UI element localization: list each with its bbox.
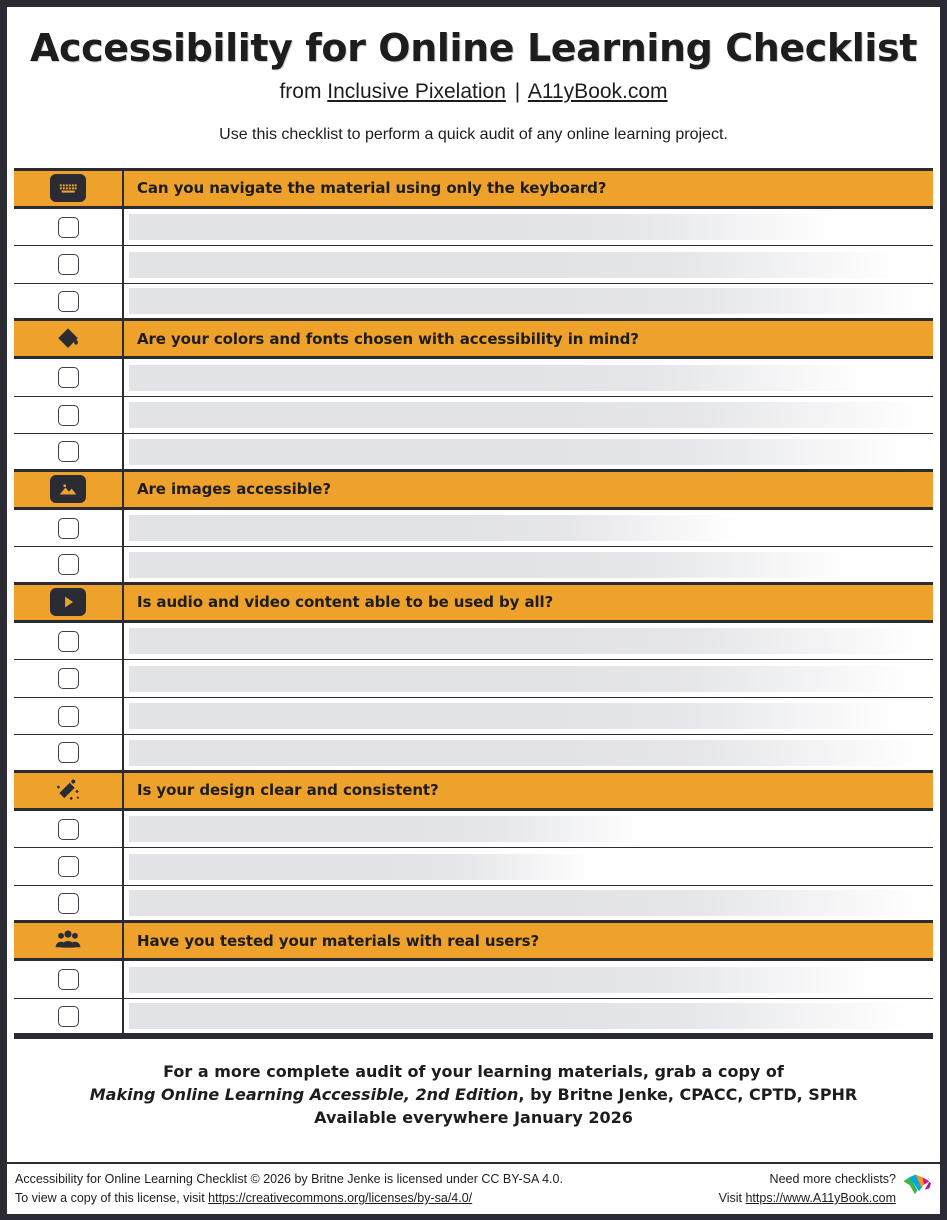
checklist-item-text-redacted — [129, 214, 837, 240]
section-header — [14, 321, 933, 359]
section-header — [14, 171, 933, 209]
checkbox-cell[interactable] — [14, 961, 124, 998]
checklist-row[interactable] — [14, 547, 933, 585]
checklist-item-text-redacted — [129, 740, 925, 766]
checklist-item-text-cell — [124, 735, 933, 770]
image-icon — [50, 475, 86, 503]
checklist-item-text-cell — [124, 623, 933, 660]
checklist-checkbox[interactable] — [58, 1006, 79, 1027]
checklist-checkbox[interactable] — [58, 893, 79, 914]
checklist-checkbox[interactable] — [58, 668, 79, 689]
checklist-item-text-cell — [124, 660, 933, 697]
checklists-promo — [719, 1170, 932, 1208]
checklist-row[interactable] — [14, 397, 933, 435]
checklists-promo-line-1: Need more checklists? — [769, 1172, 896, 1186]
paint-bucket-icon — [50, 324, 86, 354]
promo-line-1: For a more complete audit of your learning materials, grab a copy of — [163, 1062, 784, 1082]
checkbox-cell[interactable] — [14, 397, 124, 434]
license-line-2-prefix: To view a copy of this license, visit — [15, 1191, 209, 1205]
checklist-checkbox[interactable] — [58, 405, 79, 426]
checklist-row[interactable] — [14, 623, 933, 661]
play-button-icon — [50, 588, 86, 616]
checklist-table — [14, 168, 933, 1040]
checkbox-cell[interactable] — [14, 660, 124, 697]
promo-line-2 — [37, 1084, 910, 1107]
checkbox-cell[interactable] — [14, 698, 124, 735]
checklist-checkbox[interactable] — [58, 856, 79, 877]
section-label: Have you tested your materials with real users? — [137, 931, 540, 950]
checklist-item-text-cell — [124, 359, 933, 396]
checkbox-cell[interactable] — [14, 547, 124, 582]
section-label: Is your design clear and consistent? — [137, 781, 439, 800]
checklist-item-text-redacted — [129, 967, 877, 993]
a11ybook-logo-icon — [901, 1174, 932, 1205]
checklist-item-text-cell — [124, 434, 933, 469]
license-bar — [7, 1162, 940, 1214]
checklist-row[interactable] — [14, 961, 933, 999]
checklist-row[interactable] — [14, 209, 933, 247]
subtitle-from-word: from — [279, 79, 322, 103]
section-label: Are your colors and fonts chosen with accessibility in mind? — [137, 329, 639, 348]
checklist-checkbox[interactable] — [58, 969, 79, 990]
checkbox-cell[interactable] — [14, 510, 124, 547]
checkbox-cell[interactable] — [14, 434, 124, 469]
subtitle-separator: | — [514, 79, 521, 103]
checkbox-cell[interactable] — [14, 623, 124, 660]
checklist-row[interactable] — [14, 886, 933, 924]
checklist-row[interactable] — [14, 246, 933, 284]
checklist-row[interactable] — [14, 698, 933, 736]
checklist-item-text-cell — [124, 209, 933, 246]
checklist-checkbox[interactable] — [58, 518, 79, 539]
section-label: Are images accessible? — [137, 480, 331, 499]
section-label: Is audio and video content able to be used by all? — [137, 593, 554, 612]
people-icon — [50, 926, 86, 956]
checklist-row[interactable] — [14, 999, 933, 1037]
checklist-item-text-redacted — [129, 703, 901, 729]
section-icon-cell — [14, 923, 124, 958]
checklist-row[interactable] — [14, 848, 933, 886]
section-header — [14, 585, 933, 623]
checklist-checkbox[interactable] — [58, 254, 79, 275]
checklist-item-text-redacted — [129, 816, 644, 842]
section-icon-cell — [14, 585, 124, 620]
checklist-checkbox[interactable] — [58, 367, 79, 388]
keyboard-icon — [50, 174, 86, 202]
page-subtitle — [27, 80, 920, 104]
checklists-promo-prefix: Visit — [718, 1191, 746, 1205]
checkbox-cell[interactable] — [14, 848, 124, 885]
checklist-row[interactable] — [14, 811, 933, 849]
license-line-2 — [15, 1189, 563, 1208]
section-icon-cell — [14, 171, 124, 206]
checklist-item-text-redacted — [129, 890, 925, 916]
section-icon-cell — [14, 472, 124, 507]
checkbox-cell[interactable] — [14, 811, 124, 848]
checklist-item-text-cell — [124, 961, 933, 998]
checklist-checkbox[interactable] — [58, 631, 79, 652]
book-title: Making Online Learning Accessible, 2nd Edition — [89, 1085, 519, 1105]
checklist-item-text-cell — [124, 886, 933, 921]
checklist-item-text-cell — [124, 698, 933, 735]
checklist-item-text-cell — [124, 246, 933, 283]
checklist-item-text-cell — [124, 999, 933, 1034]
checklist-sheet — [7, 7, 940, 1214]
promo-line-3: Available everywhere January 2026 — [314, 1107, 633, 1127]
checklist-item-text-redacted — [129, 552, 853, 578]
checklist-item-text-redacted — [129, 402, 925, 428]
checklist-row[interactable] — [14, 434, 933, 472]
section-header — [14, 773, 933, 811]
checklist-item-text-redacted — [129, 1003, 909, 1029]
section-label: Can you navigate the material using only the keyboard? — [137, 179, 607, 198]
license-line-1: Accessibility for Online Learning Checklist © 2026 by Britne Jenke is licensed under CC BY-SA 4.0. — [15, 1172, 563, 1186]
checklist-item-text-cell — [124, 848, 933, 885]
a11ybook-url-link[interactable]: https://www.A11yBook.com — [745, 1191, 896, 1205]
checklist-row[interactable] — [14, 660, 933, 698]
section-header — [14, 472, 933, 510]
checklist-row[interactable] — [14, 735, 933, 773]
checkbox-cell[interactable] — [14, 886, 124, 921]
checklist-row[interactable] — [14, 284, 933, 322]
checkbox-cell[interactable] — [14, 284, 124, 319]
book-author: , by Britne Jenke, CPACC, CPTD, SPHR — [518, 1085, 858, 1105]
checklist-item-text-redacted — [129, 515, 740, 541]
publisher-link[interactable]: Inclusive Pixelation — [327, 79, 506, 103]
checklist-item-text-cell — [124, 284, 933, 319]
checkbox-cell[interactable] — [14, 246, 124, 283]
checklist-item-text-redacted — [129, 854, 595, 880]
checkbox-cell[interactable] — [14, 359, 124, 396]
checklist-checkbox[interactable] — [58, 819, 79, 840]
checklist-item-text-cell — [124, 397, 933, 434]
checklist-item-text-redacted — [129, 439, 909, 465]
checklist-item-text-redacted — [129, 252, 901, 278]
section-icon-cell — [14, 321, 124, 356]
checklist-checkbox[interactable] — [58, 291, 79, 312]
checklists-promo-line-2 — [719, 1189, 896, 1208]
section-header — [14, 923, 933, 961]
checklist-checkbox[interactable] — [58, 742, 79, 763]
checklist-item-text-redacted — [129, 666, 917, 692]
checklist-item-text-redacted — [129, 288, 925, 314]
intro-text: Use this checklist to perform a quick audit of any online learning project. — [219, 125, 728, 143]
checkbox-cell[interactable] — [14, 999, 124, 1034]
site-link[interactable]: A11yBook.com — [527, 79, 668, 103]
checklist-item-text-redacted — [129, 365, 869, 391]
checklist-checkbox[interactable] — [58, 706, 79, 727]
magic-wand-icon — [50, 775, 86, 805]
page-header — [7, 7, 940, 154]
checklist-item-text-cell — [124, 547, 933, 582]
checklist-item-text-cell — [124, 811, 933, 848]
checklists-promo-text — [719, 1170, 896, 1208]
page-title: Accessibility for Online Learning Checklist — [29, 26, 918, 70]
checkbox-cell[interactable] — [14, 209, 124, 246]
license-text — [15, 1170, 563, 1208]
checklist-item-text-redacted — [129, 628, 925, 654]
section-icon-cell — [14, 773, 124, 808]
checklist-checkbox[interactable] — [58, 441, 79, 462]
checklist-row[interactable] — [14, 359, 933, 397]
checklist-checkbox[interactable] — [58, 217, 79, 238]
checkbox-cell[interactable] — [14, 735, 124, 770]
license-url-link[interactable]: https://creativecommons.org/licenses/by-sa/4.0/ — [208, 1191, 473, 1205]
checklist-item-text-cell — [124, 510, 933, 547]
checklist-row[interactable] — [14, 510, 933, 548]
checklist-checkbox[interactable] — [58, 554, 79, 575]
promo-block — [7, 1039, 940, 1162]
